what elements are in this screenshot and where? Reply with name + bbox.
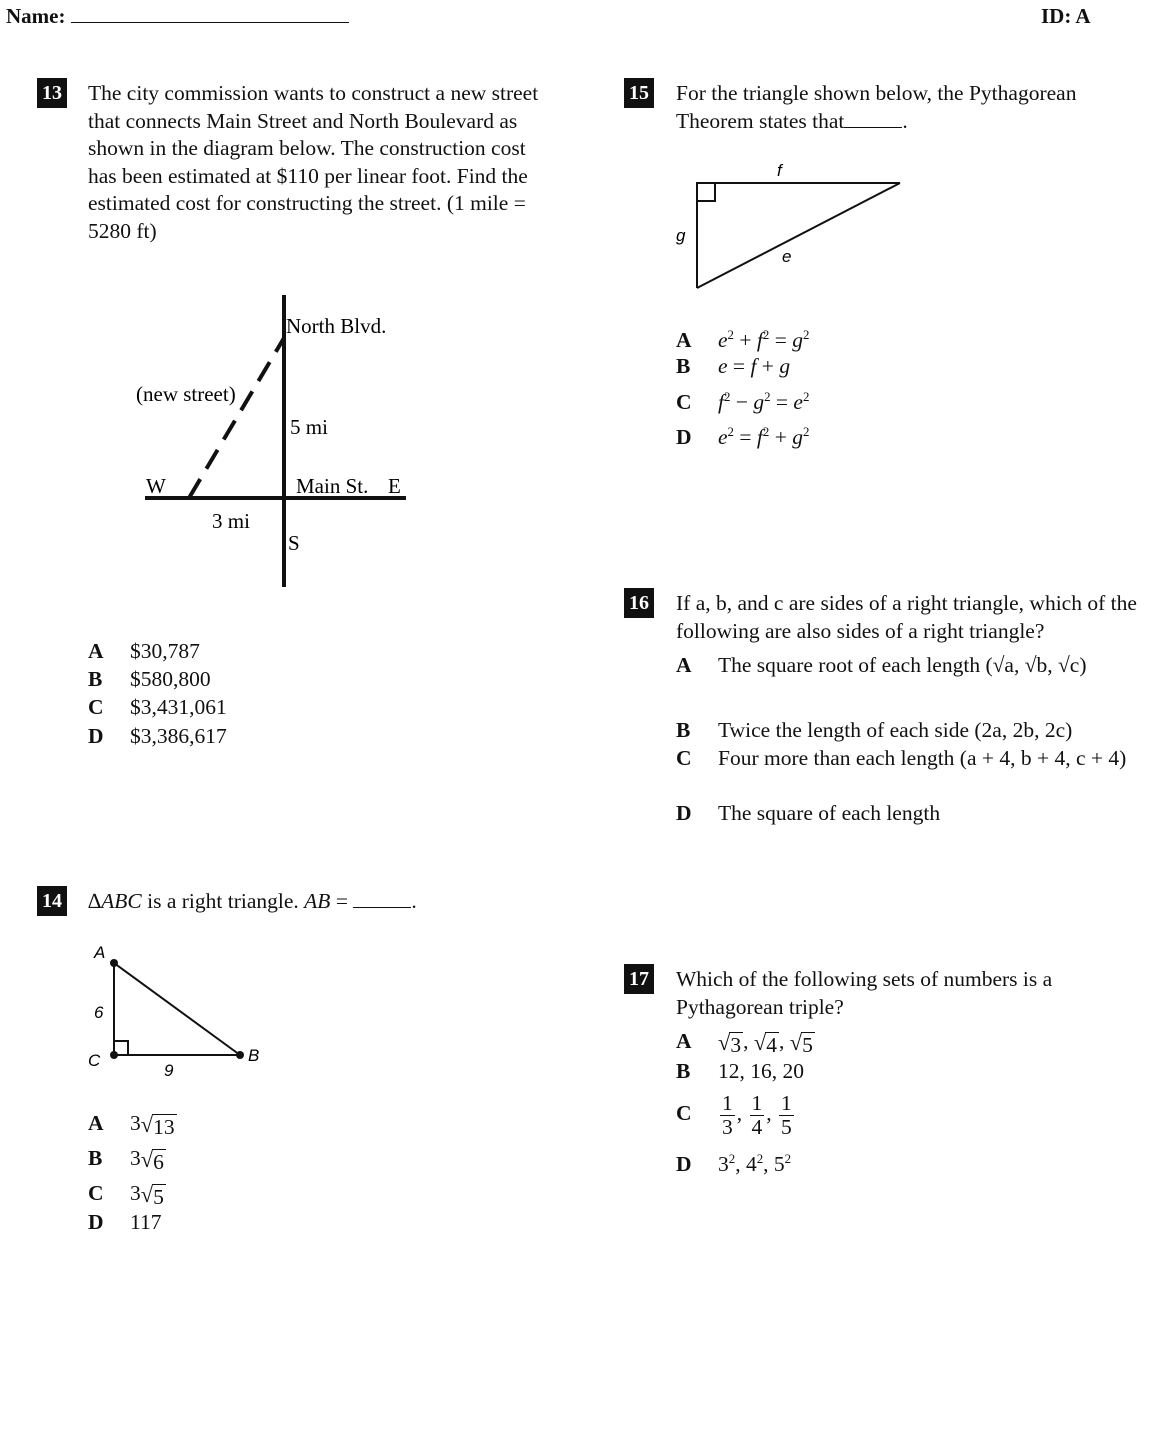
coefficient: 3	[130, 1181, 141, 1205]
option-letter: C	[676, 390, 692, 415]
question-16-text: If a, b, and c are sides of a right triangle, which of the following are also sides of a right triangle?	[676, 591, 1137, 643]
vertex-c-dot	[110, 1051, 118, 1059]
period: .	[411, 889, 417, 913]
q17-option-b[interactable]	[676, 1058, 804, 1085]
q16-option-b[interactable]	[676, 717, 1136, 744]
west-label: W	[146, 474, 166, 498]
power	[746, 1152, 763, 1176]
side-ab	[114, 963, 240, 1055]
radical: √ 3	[718, 1030, 742, 1057]
radicand: 3	[730, 1033, 742, 1057]
vertex-b-dot	[236, 1051, 244, 1059]
vertex-a-label: A	[94, 943, 106, 962]
option-letter: D	[676, 425, 692, 450]
option-text: The square of each length	[718, 801, 941, 825]
exponent: 2	[756, 1152, 764, 1166]
coefficient: 3	[130, 1146, 141, 1170]
q14-option-c[interactable]	[88, 1180, 166, 1209]
option-text: The square root of each length (√a, √b, √c)	[718, 653, 1087, 677]
new-street-label: (new street)	[136, 382, 236, 406]
q16-option-d[interactable]	[676, 800, 1136, 827]
vertical-distance-label: 5 mi	[290, 415, 328, 439]
east-label: E	[388, 474, 401, 498]
numerator: 1	[781, 1091, 792, 1115]
side-cb-label: 9	[164, 1061, 174, 1078]
radical: √ 6	[140, 1147, 164, 1174]
option-letter: D	[88, 724, 104, 748]
option-text: $580,800	[130, 667, 211, 691]
coefficient: 3	[130, 1111, 141, 1135]
option-letter: C	[676, 1101, 692, 1125]
numerator: 1	[722, 1091, 733, 1115]
radical: √ 5	[789, 1030, 813, 1057]
q14-option-b[interactable]	[88, 1145, 166, 1174]
name-label	[6, 4, 349, 29]
option-letter: D	[676, 1152, 692, 1177]
option-text: Twice the length of each side (2a, 2b, 2c)	[718, 718, 1073, 742]
q15-option-c[interactable]	[676, 384, 809, 416]
equation: e = f + g	[718, 354, 791, 378]
denominator: 5	[781, 1114, 792, 1139]
answer-blank[interactable]	[844, 127, 902, 128]
equation: $f^2 - g^2 = e^2$	[718, 390, 810, 415]
q16-option-a[interactable]	[676, 652, 1136, 712]
fraction	[779, 1092, 794, 1138]
numerator: 1	[751, 1091, 763, 1115]
option-letter: B	[88, 1146, 103, 1170]
denominator: 3	[722, 1114, 733, 1139]
fraction	[750, 1092, 765, 1138]
south-label: S	[288, 531, 300, 555]
radicand: 13	[153, 1115, 175, 1139]
option-text: 12, 16, 20	[718, 1059, 804, 1083]
option-text: $3,431,061	[130, 695, 227, 719]
radical: √ 13	[140, 1112, 175, 1139]
street-diagram	[130, 290, 420, 590]
option-letter: B	[676, 354, 691, 378]
id-label: ID: A	[1041, 4, 1091, 28]
question-14-text	[88, 888, 417, 916]
base: 4	[745, 1152, 757, 1177]
option-letter: A	[676, 1029, 692, 1053]
power	[774, 1152, 791, 1176]
option-letter: A	[88, 1111, 104, 1135]
option-letter: C	[88, 695, 104, 719]
triangle-abc-diagram	[82, 938, 282, 1078]
name-line[interactable]	[71, 6, 349, 23]
option-letter: A	[88, 639, 104, 663]
side-ac-label: 6	[94, 1003, 104, 1022]
power	[718, 1152, 735, 1176]
equals-sign: =	[330, 889, 354, 913]
q17-option-a[interactable]: A √ 3 , √ 4 , √ 5	[676, 1029, 813, 1057]
q13-option-c[interactable]	[88, 694, 227, 721]
side-f-label: f	[777, 161, 782, 180]
horizontal-distance-label: 3 mi	[212, 509, 250, 533]
option-text: Four more than each length (a + 4, b + 4, c + 4)	[718, 746, 1127, 770]
option-letter: C	[88, 1181, 104, 1205]
side-g-label: g	[676, 226, 686, 245]
period: .	[902, 108, 908, 133]
question-number-14: 14	[37, 886, 67, 916]
q13-option-b[interactable]	[88, 666, 211, 693]
radical: √ 5	[140, 1182, 164, 1209]
exponent: 2	[784, 1152, 792, 1166]
equation: $e^2 = f^2 + g^2$	[718, 425, 810, 450]
option-letter: A	[676, 328, 692, 353]
denominator: 4	[751, 1114, 763, 1139]
right-angle-marker	[697, 183, 715, 201]
q17-option-c[interactable]: C $\frac{1}{3}$ , $\frac{1}{4}$ , $\frac{1}{5}$	[676, 1088, 796, 1140]
question-17-text: Which of the following sets of numbers is a Pythagorean triple?	[676, 967, 1053, 1019]
q16-option-c[interactable]	[676, 745, 1136, 799]
right-triangle-efg-diagram	[664, 156, 914, 296]
segment-ab: AB	[304, 889, 331, 913]
exponent: 2	[728, 1152, 736, 1166]
option-text: $30,787	[130, 639, 200, 663]
radicand: 5	[802, 1033, 813, 1057]
radicand: 4	[766, 1033, 778, 1057]
option-letter: D	[676, 801, 692, 825]
name-label-text: Name:	[6, 4, 66, 28]
question-number-13: 13	[37, 78, 67, 108]
question-14-mid: is a right triangle.	[141, 889, 305, 913]
q15-option-b[interactable]	[676, 353, 790, 380]
vertex-a-dot	[110, 959, 118, 967]
option-letter: A	[676, 653, 692, 677]
q17-option-d[interactable]: D $3^2$, $4^2$, $5^2$	[676, 1152, 792, 1177]
question-number-15: 15	[624, 78, 654, 108]
side-e	[697, 183, 900, 288]
question-number-16: 16	[624, 588, 654, 618]
question-13-text: The city commission wants to construct a new street that connects Main Street and North Boulevard as shown in the diagram below. The construction cost has been estimated at $110 per linear foot. Find the estimated cost for constructing the street. (1 mile = 5280 ft)	[88, 81, 539, 243]
vertex-b-label: B	[248, 1046, 260, 1065]
q15-option-a[interactable]	[676, 322, 809, 354]
q14-option-a[interactable]	[88, 1110, 177, 1139]
equation: $e^2 + f^2 = g^2$	[718, 328, 810, 353]
base: 3	[718, 1152, 729, 1177]
option-text: 117	[130, 1210, 162, 1234]
q14-option-d[interactable]	[88, 1209, 161, 1236]
base: 5	[773, 1152, 785, 1177]
radicand: 6	[153, 1150, 164, 1174]
question-15-body: For the triangle shown below, the Pythagorean Theorem states that	[676, 81, 1077, 133]
q13-option-a[interactable]	[88, 638, 200, 665]
new-street-dashed-line	[189, 338, 284, 498]
triangle-name: ∆ABC	[88, 889, 142, 913]
q15-option-d[interactable]	[676, 419, 809, 451]
answer-blank[interactable]	[353, 907, 411, 908]
option-letter: B	[88, 667, 103, 691]
option-letter: C	[676, 746, 692, 770]
option-letter: B	[676, 1059, 691, 1083]
side-e-label: e	[782, 247, 792, 266]
main-street-label: Main St.	[296, 474, 369, 498]
north-blvd-label: North Blvd.	[286, 314, 387, 338]
q13-option-d[interactable]	[88, 723, 227, 750]
vertex-c-label: C	[88, 1051, 101, 1070]
option-letter: B	[676, 718, 691, 742]
question-number-17: 17	[624, 964, 654, 994]
question-15-text	[676, 80, 1126, 135]
radical: √ 4	[753, 1030, 778, 1057]
option-text: $3,386,617	[130, 724, 227, 748]
option-letter: D	[88, 1210, 104, 1234]
fraction	[720, 1092, 735, 1138]
radicand: 5	[153, 1185, 164, 1209]
